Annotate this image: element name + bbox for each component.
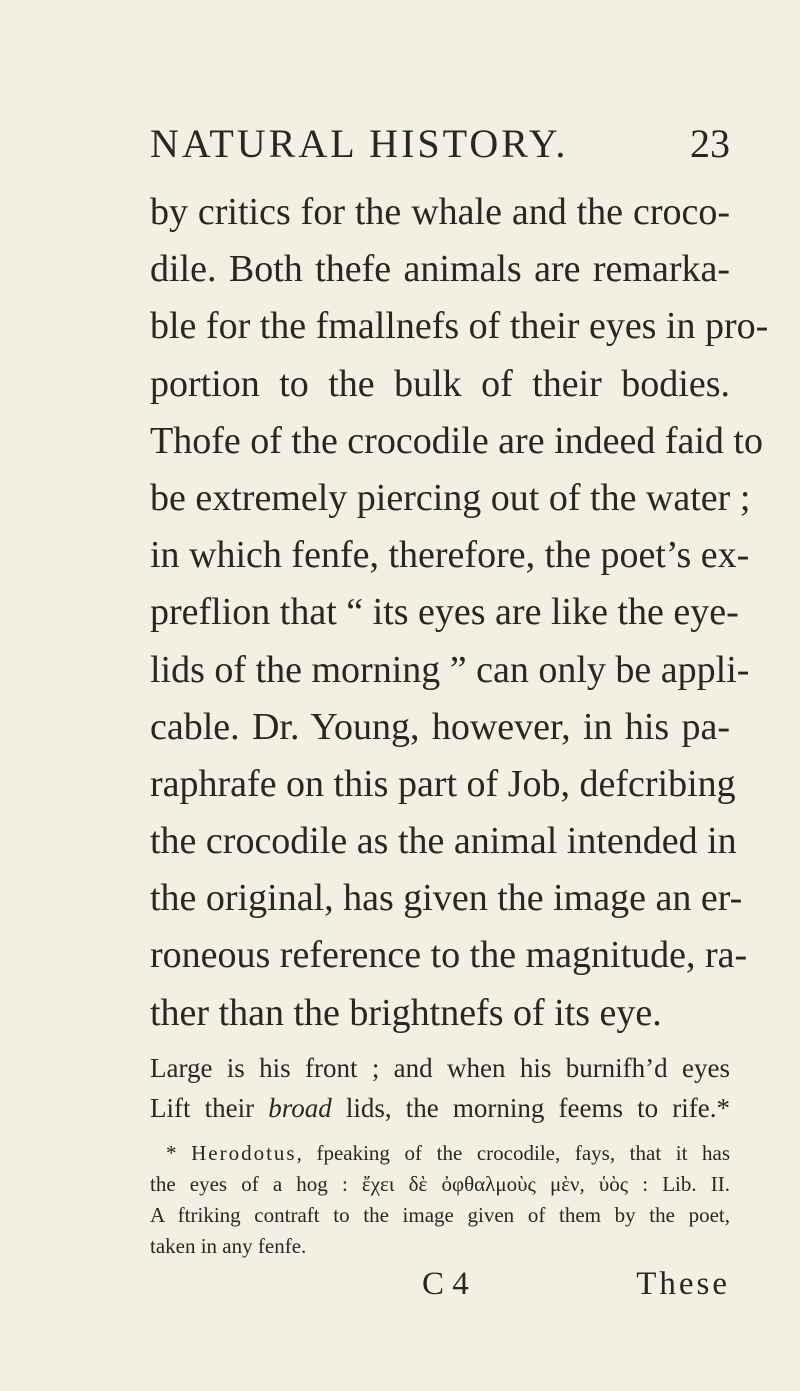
body-line: ther than the brightnefs of its eye.: [150, 991, 662, 1034]
signature-mark: C 4: [422, 1266, 469, 1302]
body-line: portion to the bulk of their bodies.: [150, 362, 730, 405]
body-line: in which fenfe, therefore, the poet’s ex-: [150, 534, 750, 577]
body-text: [150, 184, 769, 1042]
running-title: NATURAL HISTORY.: [150, 121, 569, 166]
footnote: [150, 1138, 730, 1262]
body-line: roneous reference to the magnitude, ra-: [150, 934, 748, 977]
verse-line-1: Large is his front ; and when his burnifh’d eyes: [150, 1053, 730, 1083]
verse-quotation: [150, 1048, 730, 1128]
body-line: preflion that “ its eyes are like the eye-: [150, 591, 739, 634]
footnote-text: , fpeaking of the crocodile, fays, that it has: [296, 1141, 731, 1165]
body-line: be extremely piercing out of the water ;: [150, 476, 751, 519]
body-line: cable. Dr. Young, however, in his pa-: [150, 705, 730, 748]
body-line: the original, has given the image an er-: [150, 877, 743, 920]
body-line: lids of the morning ” can only be appli-: [150, 648, 750, 691]
body-line: raphrafe on this part of Job, defcribing: [150, 762, 736, 805]
footnote-line-3: A ftriking contraft to the image given of them by the poet,: [150, 1203, 730, 1227]
body-line: ble for the fmallnefs of their eyes in pro-: [150, 305, 769, 348]
footnote-marker: *: [166, 1141, 192, 1165]
catchword: These: [636, 1266, 730, 1302]
verse-text: Lift their: [150, 1093, 269, 1123]
body-line: the crocodile as the animal intended in: [150, 820, 737, 863]
page-header: [150, 120, 730, 180]
body-line: by critics for the whale and the croco-: [150, 191, 730, 233]
body-line: Thofe of the crocodile are indeed faid to: [150, 419, 763, 462]
footnote-author: Herodotus: [191, 1141, 297, 1165]
verse-text: lids, the morning feems to rife.*: [331, 1093, 730, 1123]
footnote-line-1: [150, 1138, 730, 1169]
body-line: dile. Both thefe animals are remarka-: [150, 248, 730, 291]
page-number: 23: [690, 121, 730, 166]
verse-italic-word: broad: [268, 1093, 332, 1123]
verse-line-2: [150, 1088, 730, 1128]
page-footer: [150, 1266, 730, 1310]
footnote-line-2: the eyes of a hog : ἔχει δὲ ὀφθαλμοὺς μὲν, ὑὸς : Lib. II.: [150, 1172, 730, 1196]
footnote-line-4: taken in any fenfe.: [150, 1234, 307, 1258]
